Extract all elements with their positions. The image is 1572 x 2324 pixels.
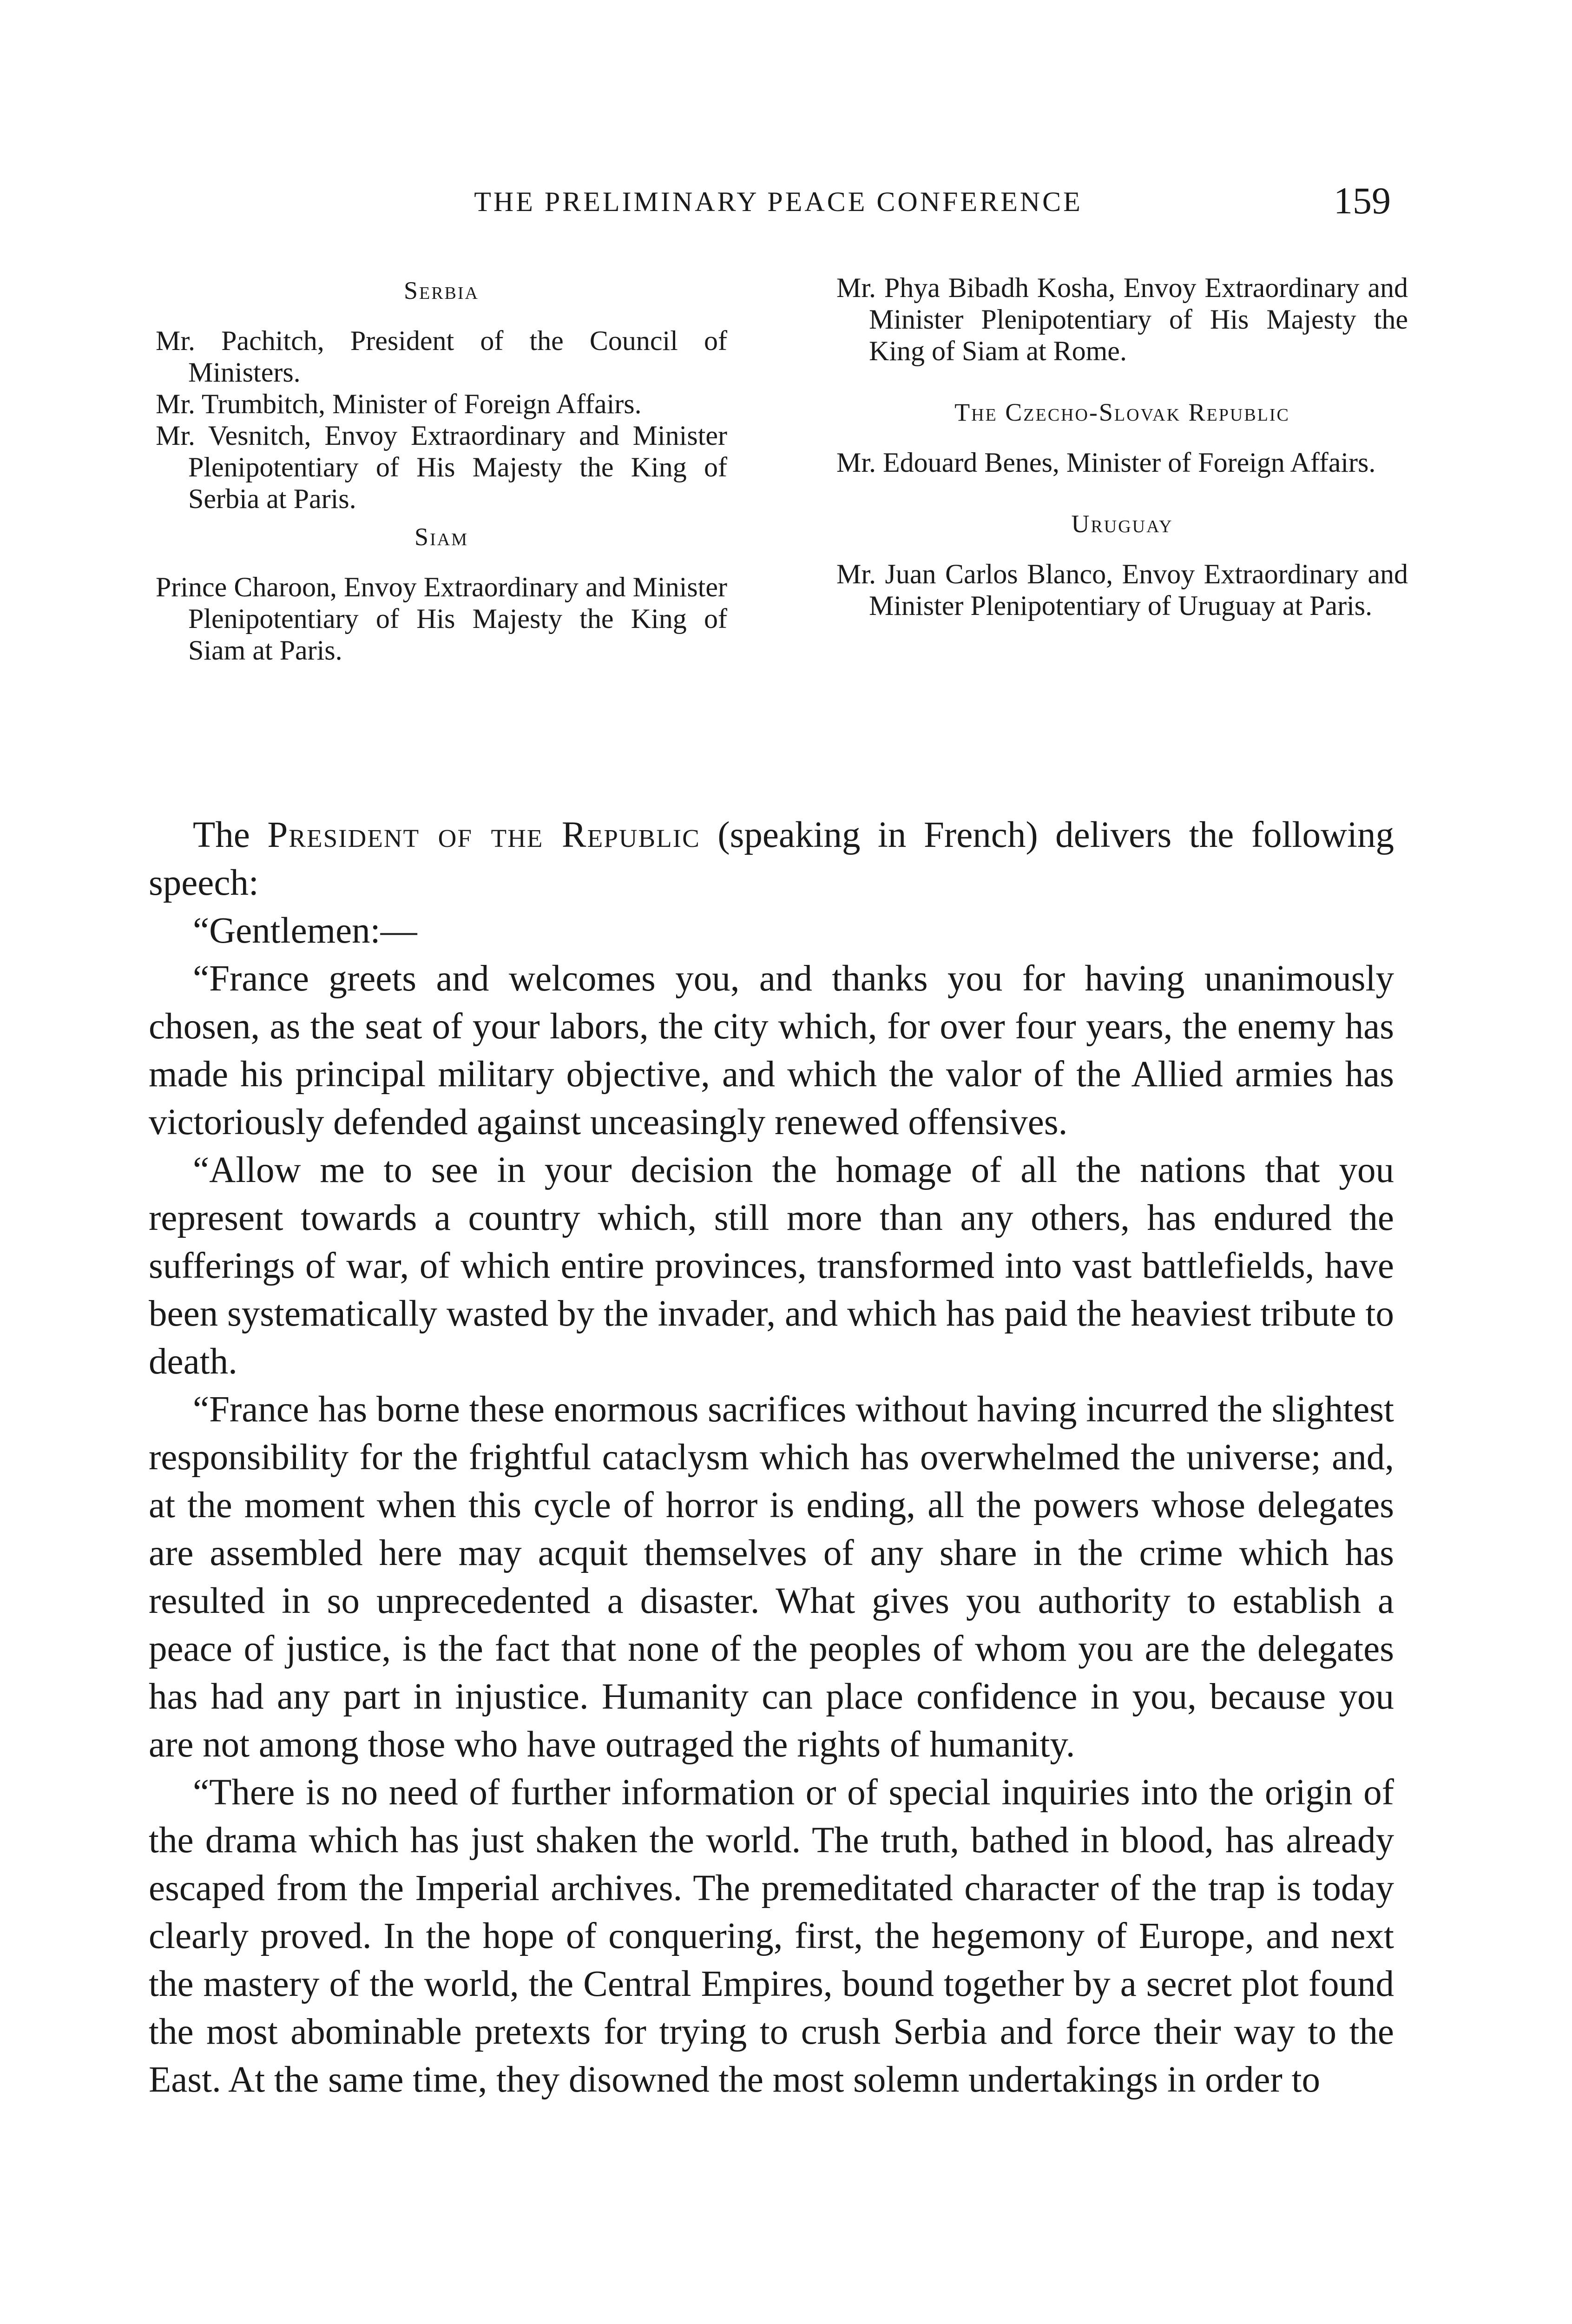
delegate-entry: Mr. Pachitch, President of the Council of Ministers. (156, 325, 727, 388)
section-heading-siam: Siam (414, 523, 468, 551)
delegate-entry: Prince Charoon, Envoy Extraordinary and Minister Plenipotentiary of His Majesty the King of Siam at Paris. (156, 572, 727, 666)
speech-salutation: “Gentlemen:— (193, 911, 417, 951)
speech-paragraph: “There is no need of further information or of special inquiries into the origin of the drama which has just shaken the world. The truth, bathed in blood, has already escaped from the Imperial archives. The premeditated character of the trap is today clearly proved. In the hope of conquering, first, the hegemony of Europe, and next the mastery of the world, the Central Empires, bound together by a secret plot found the most abominable pretexts for trying to crush Serbia and force their way to the East. At the same time, they disowned the most solemn undertakings in order to (149, 1772, 1394, 2100)
section-heading-serbia: Serbia (403, 277, 480, 304)
delegate-entry: Mr. Phya Bibadh Kosha, Envoy Extraordinary and Minister Plenipotentiary of His Majesty the King of Siam at Rome. (836, 272, 1408, 366)
running-title: THE PRELIMINARY PEACE CONFERENCE (474, 186, 1083, 217)
section-heading-uruguay: Uruguay (1071, 510, 1173, 538)
speech-paragraph: “Allow me to see in your decision the homage of all the nations that you represent towards a country which, still more than any others, has endured the sufferings of war, of which entire provinces, transformed into vast battlefields, have been systematically wasted by the invader, and which has paid the heaviest tribute to death. (149, 1150, 1394, 1382)
president-title: President of the Republic (267, 815, 700, 855)
right-column (836, 272, 1408, 621)
speech-body (149, 811, 1394, 2104)
speech-paragraph: “France greets and welcomes you, and thanks you for having unanimously chosen, as the seat of your labors, the city which, for over four years, the enemy has made his principal military objective, and which the valor of the Allied armies has victoriously defended against unceasingly renewed offensives. (149, 958, 1394, 1142)
page-number: 159 (1334, 179, 1391, 222)
delegate-entry: Mr. Vesnitch, Envoy Extraordinary and Minister Plenipotentiary of His Majesty the King of Serbia at Paris. (156, 420, 727, 514)
delegate-entry: Mr. Edouard Benes, Minister of Foreign Affairs. (836, 447, 1376, 478)
delegate-entry: Mr. Juan Carlos Blanco, Envoy Extraordinary and Minister Plenipotentiary of Uruguay at Paris. (836, 559, 1408, 621)
left-column (156, 272, 727, 666)
delegate-entry: Mr. Trumbitch, Minister of Foreign Affairs. (156, 389, 642, 419)
intro-text-pre: The (193, 815, 268, 855)
intro-text-post: (speaking in French) delivers the following speech: (149, 815, 1394, 903)
speech-paragraph: “France has borne these enormous sacrifices without having incurred the slightest responsibility for the frightful cataclysm which has overwhelmed the universe; and, at the moment when this cycle of horror is ending, all the powers whose delegates are assembled here may acquit themselves of any share in the crime which has resulted in so unprecedented a disaster. What gives you authority to establish a peace of justice, is the fact that none of the peoples of whom you are the delegates has had any part in injustice. Humanity can place confidence in you, because you are not among those who have outraged the rights of humanity. (149, 1389, 1394, 1765)
speech-intro (149, 811, 1394, 907)
section-heading-czecho-slovak: The Czecho-Slovak Republic (954, 398, 1290, 426)
